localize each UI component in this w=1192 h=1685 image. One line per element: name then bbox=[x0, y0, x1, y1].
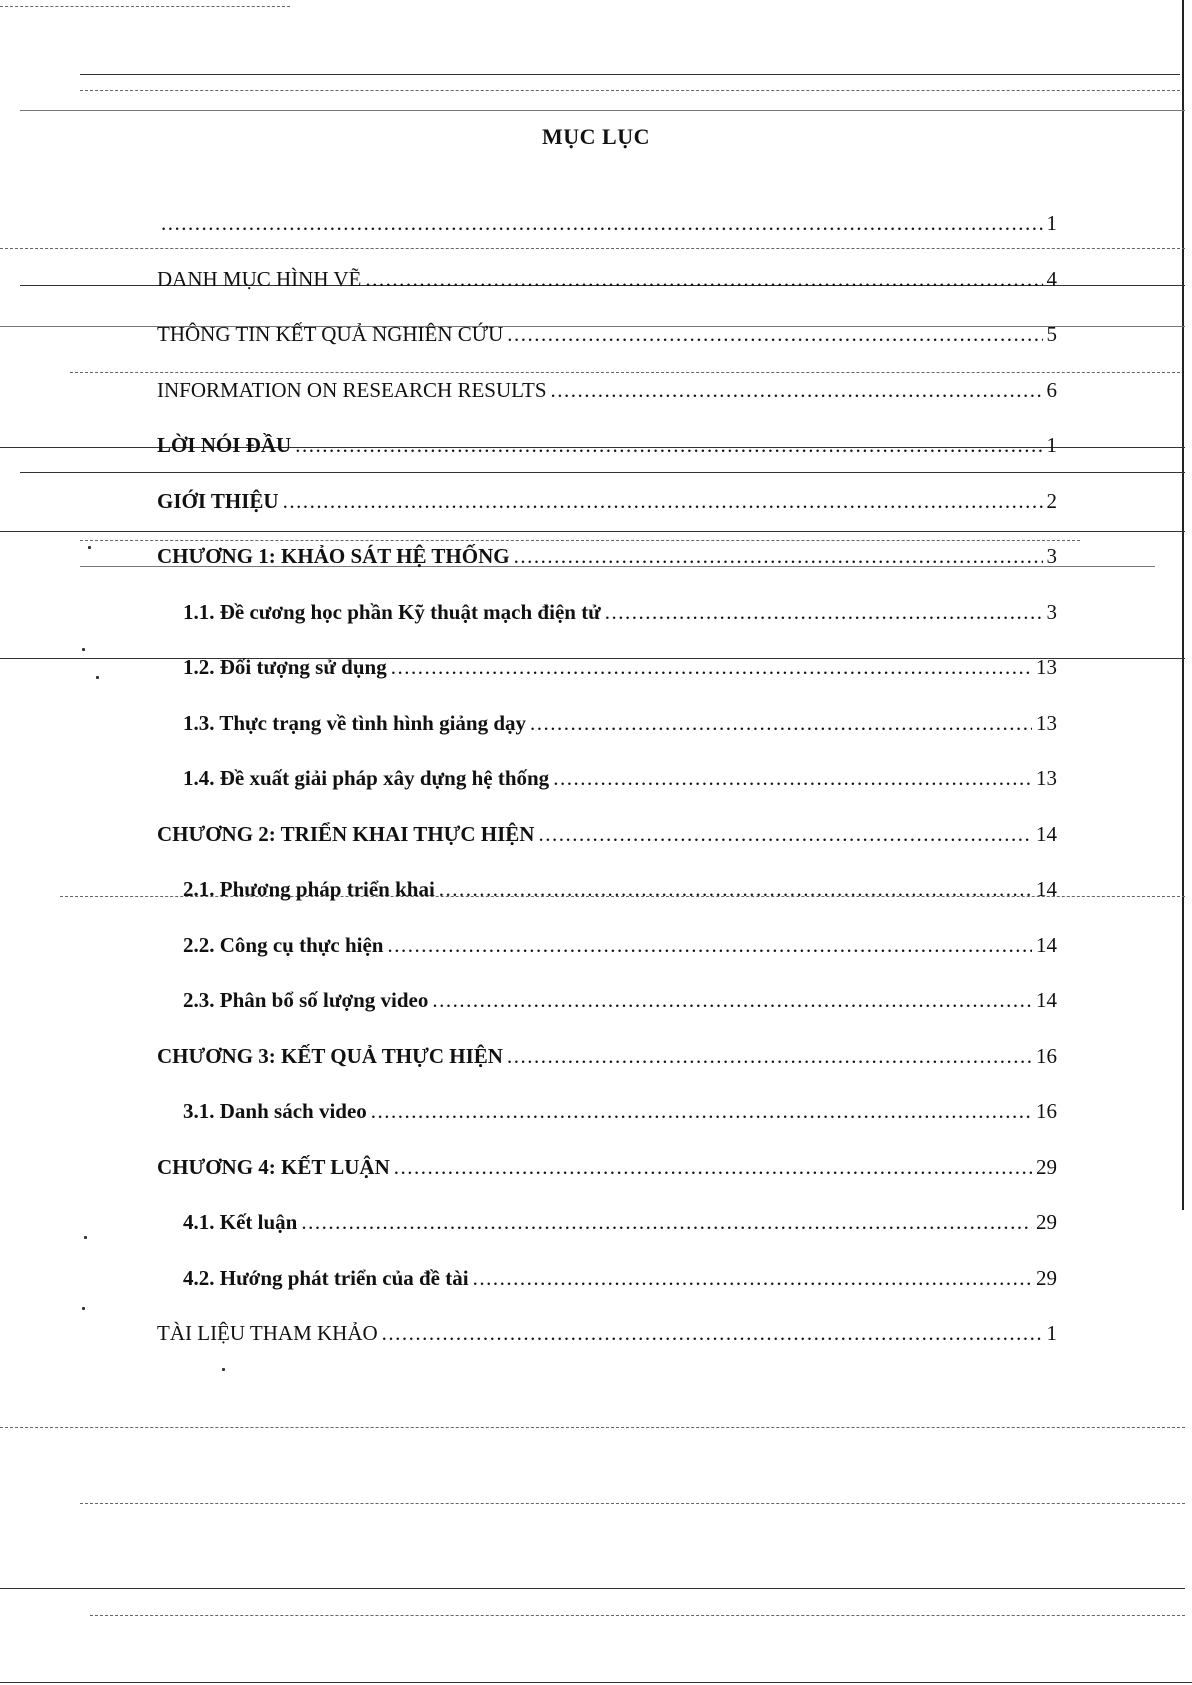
toc-entry-label: 1.2. Đối tượng sử dụng bbox=[183, 655, 387, 679]
toc-entry-page: 14 bbox=[1036, 877, 1057, 901]
toc-entry-page: 29 bbox=[1036, 1154, 1057, 1179]
toc-leader bbox=[432, 987, 1032, 1013]
scan-line bbox=[90, 1615, 1185, 1616]
toc-entry-label: CHƯƠNG 4: KẾT LUẬN bbox=[157, 1154, 390, 1179]
toc-entry[interactable] bbox=[157, 932, 1057, 988]
toc-entry[interactable] bbox=[157, 1154, 1057, 1210]
scan-speck bbox=[82, 648, 85, 651]
toc-entry-page: 3 bbox=[1046, 544, 1057, 568]
toc-entry-label: DANH MỤC HÌNH VẼ bbox=[157, 266, 362, 291]
toc-leader bbox=[605, 599, 1043, 625]
toc-leader bbox=[514, 543, 1043, 569]
toc-leader bbox=[382, 1320, 1043, 1346]
scan-line bbox=[0, 1588, 1185, 1589]
toc-entry-label: LỜI NÓI ĐẦU bbox=[157, 433, 292, 457]
toc-leader bbox=[161, 210, 1043, 236]
toc-entry-label: INFORMATION ON RESEARCH RESULTS bbox=[157, 377, 547, 402]
toc-entry-label: THÔNG TIN KẾT QUẢ NGHIÊN CỨU bbox=[157, 322, 504, 346]
toc-entry-label: 2.3. Phân bổ số lượng video bbox=[183, 988, 429, 1012]
scan-line bbox=[0, 1427, 1185, 1428]
toc-leader bbox=[538, 821, 1032, 847]
toc-entry[interactable] bbox=[157, 599, 1057, 655]
scan-speck bbox=[88, 546, 91, 549]
toc-entry-page: 13 bbox=[1036, 710, 1057, 735]
toc-entry[interactable] bbox=[157, 432, 1057, 488]
toc-leader bbox=[394, 1154, 1032, 1180]
toc-entry-label: 3.1. Danh sách video bbox=[183, 1099, 367, 1123]
toc-entry[interactable] bbox=[157, 1265, 1057, 1321]
toc-entry-page: 4 bbox=[1046, 266, 1057, 291]
toc-leader bbox=[530, 710, 1032, 736]
toc-leader bbox=[283, 488, 1043, 514]
toc-entry[interactable] bbox=[157, 1209, 1057, 1265]
page-title: MỤC LỤC bbox=[542, 124, 650, 149]
toc-entry[interactable] bbox=[157, 710, 1057, 766]
toc-leader bbox=[473, 1265, 1032, 1291]
toc-entry-label: 1.4. Đề xuất giải pháp xây dựng hệ thống bbox=[183, 766, 550, 790]
toc-leader bbox=[551, 377, 1043, 403]
scan-line bbox=[80, 90, 1180, 91]
toc-entry-page: 3 bbox=[1046, 599, 1057, 624]
toc-entry-page: 16 bbox=[1036, 1043, 1057, 1068]
toc-entry[interactable] bbox=[157, 210, 1057, 266]
toc-entry-label: CHƯƠNG 1: KHẢO SÁT HỆ THỐNG bbox=[157, 544, 510, 568]
toc-entry-page: 13 bbox=[1036, 766, 1057, 790]
toc-leader bbox=[387, 932, 1032, 958]
toc-entry[interactable] bbox=[157, 876, 1057, 932]
scan-speck bbox=[82, 1307, 85, 1310]
toc-leader bbox=[391, 654, 1032, 680]
scan-line bbox=[0, 6, 290, 7]
toc-entry-label: 4.2. Hướng phát triển của đề tài bbox=[183, 1265, 469, 1290]
toc-leader bbox=[365, 266, 1042, 292]
toc-leader bbox=[301, 1209, 1032, 1235]
toc-leader bbox=[553, 765, 1032, 791]
page-edge-line bbox=[1182, 0, 1184, 1210]
toc-entry[interactable] bbox=[157, 266, 1057, 322]
toc-entry[interactable] bbox=[157, 377, 1057, 433]
toc-entry-page: 1 bbox=[1046, 211, 1057, 235]
toc-entry-page: 13 bbox=[1036, 655, 1057, 679]
toc-leader bbox=[439, 876, 1032, 902]
toc-entry[interactable] bbox=[157, 1043, 1057, 1099]
toc-entry[interactable] bbox=[157, 987, 1057, 1043]
toc-entry-label: 2.1. Phương pháp triển khai bbox=[183, 877, 435, 901]
toc-entry-label: 2.2. Công cụ thực hiện bbox=[183, 932, 384, 957]
scan-line bbox=[80, 1503, 1185, 1504]
scan-speck bbox=[96, 676, 99, 679]
toc-entry[interactable] bbox=[157, 1098, 1057, 1154]
toc-entry-label: 1.3. Thực trạng về tình hình giảng dạy bbox=[183, 710, 527, 735]
toc-entry-page: 1 bbox=[1046, 433, 1057, 457]
scan-speck bbox=[84, 1236, 87, 1239]
toc-entry-page: 29 bbox=[1036, 1265, 1057, 1290]
toc-entry-label: 4.1. Kết luận bbox=[183, 1210, 298, 1234]
toc-entry[interactable] bbox=[157, 1320, 1057, 1376]
toc-leader bbox=[507, 321, 1042, 347]
scan-line bbox=[0, 1682, 1192, 1683]
toc-entry-page: 14 bbox=[1036, 821, 1057, 846]
toc-entry[interactable] bbox=[157, 321, 1057, 377]
toc-entry-page: 1 bbox=[1046, 1321, 1057, 1345]
toc-entry-page: 6 bbox=[1046, 377, 1057, 402]
toc-entry-page: 16 bbox=[1036, 1099, 1057, 1123]
toc-entry-label: CHƯƠNG 2: TRIỂN KHAI THỰC HIỆN bbox=[157, 821, 535, 846]
toc-entry-page: 14 bbox=[1036, 988, 1057, 1012]
table-of-contents bbox=[157, 210, 1057, 1376]
toc-entry-label: 1.1. Đề cương học phần Kỹ thuật mạch điện tử bbox=[183, 599, 601, 624]
toc-entry-page: 2 bbox=[1046, 488, 1057, 513]
toc-entry-page: 29 bbox=[1036, 1210, 1057, 1234]
toc-entry-label: CHƯƠNG 3: KẾT QUẢ THỰC HIỆN bbox=[157, 1043, 503, 1068]
toc-entry-label: GIỚI THIỆU bbox=[157, 488, 279, 513]
toc-entry[interactable] bbox=[157, 821, 1057, 877]
toc-leader bbox=[507, 1043, 1032, 1069]
toc-leader bbox=[371, 1098, 1032, 1124]
toc-entry[interactable] bbox=[157, 488, 1057, 544]
toc-entry[interactable] bbox=[157, 543, 1057, 599]
toc-entry-label: TÀI LIỆU THAM KHẢO bbox=[157, 1321, 378, 1345]
toc-entry[interactable] bbox=[157, 765, 1057, 821]
toc-entry-page: 5 bbox=[1046, 322, 1057, 346]
toc-entry[interactable] bbox=[157, 654, 1057, 710]
scan-line bbox=[20, 110, 1185, 111]
toc-entry-page: 14 bbox=[1036, 932, 1057, 957]
toc-leader bbox=[295, 432, 1042, 458]
scan-line bbox=[80, 74, 1180, 75]
